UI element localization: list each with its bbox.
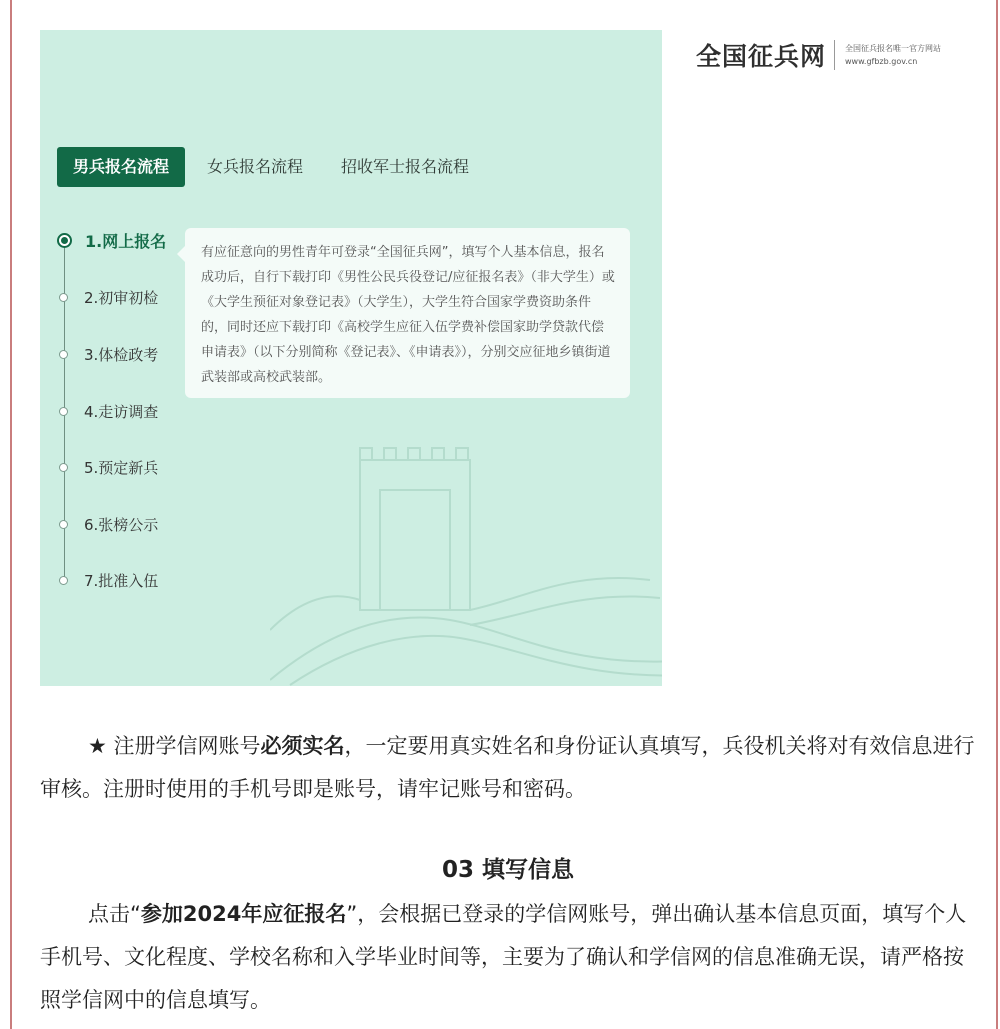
tab-female-registration[interactable]: 女兵报名流程 [207,157,304,176]
tab-male-registration[interactable]: 男兵报名流程 [57,147,185,187]
page-right-border [996,0,998,1029]
registration-process-panel [40,30,662,686]
note-paragraph [40,725,976,811]
step-dot-icon [59,293,68,302]
gfbzb-logo [696,38,941,72]
step-visit-survey[interactable] [57,399,158,423]
step-detail-popover: 有应征意向的男性青年可登录“全国征兵网”，填写个人基本信息，报名成功后，自行下载打印《男性公民兵役登记/应征报名表》（非大学生）或《大学生预征对象登记表》（大学生），大学生符合国家学费资助条件的，同时还应下载打印《高校学生应征入伍学费补偿国家助学贷款代偿申请表》（以下分别简称《登记表》、《申请表》），分别交应征地乡镇街道武装部或高校武装部。 [185,228,630,398]
step-preliminary-check[interactable] [57,285,158,309]
instruction-rest-text: ”，会根据已登录的学信网账号，弹出确认基本信息页面，填写个人手机号、文化程度、学校名称和入学毕业时间等，主要为了确认和学信网的信息准确无误，请严格按照学信网中的信息填写。 [40,902,967,1012]
step-label: 1.网上报名 [85,231,167,251]
step-dot-icon [59,350,68,359]
step-label: 3.体检政考 [84,345,159,364]
process-tabs [57,147,507,187]
page-left-border [10,0,12,1029]
instruction-prefix: 点击“ [88,902,141,926]
note-bold-text: 必须实名 [260,734,345,758]
step-online-registration[interactable] [57,228,166,252]
logo-subtitle-block [845,42,941,68]
step-label: 5.预定新兵 [84,458,159,477]
step-label: 6.张榜公示 [84,515,159,534]
step-active-dot-icon [57,233,72,248]
step-label: 7.批准入伍 [84,571,159,590]
step-physical-exam[interactable] [57,342,158,366]
tab-nco-registration[interactable]: 招收军士报名流程 [341,157,470,176]
step-label: 2.初审初检 [84,288,159,307]
instruction-paragraph [40,893,976,1022]
great-wall-illustration [270,430,662,686]
note-star-text: ★ 注册学信网账号 [88,734,261,758]
step-public-notice[interactable] [57,512,158,536]
step-approve-enlist[interactable] [57,568,158,592]
step-dot-icon [59,463,68,472]
logo-title: 全国征兵网 [696,42,827,71]
step-label: 4.走访调查 [84,402,159,421]
step-dot-icon [59,576,68,585]
logo-url: www.gfbzb.gov.cn [845,57,918,66]
step-dot-icon [59,520,68,529]
step-preselect-recruit[interactable] [57,455,158,479]
section-title: 03 填写信息 [441,857,574,883]
logo-divider [834,40,835,70]
step-dot-icon [59,407,68,416]
logo-subtitle: 全国征兵报名唯一官方网站 [845,44,942,53]
note-rest-text: ，一定要用真实姓名和身份证认真填写，兵役机关将对有效信息进行审核。注册时使用的手机号即是账号，请牢记账号和密码。 [40,734,975,801]
instruction-bold-text: 参加2024年应征报名 [140,902,347,926]
